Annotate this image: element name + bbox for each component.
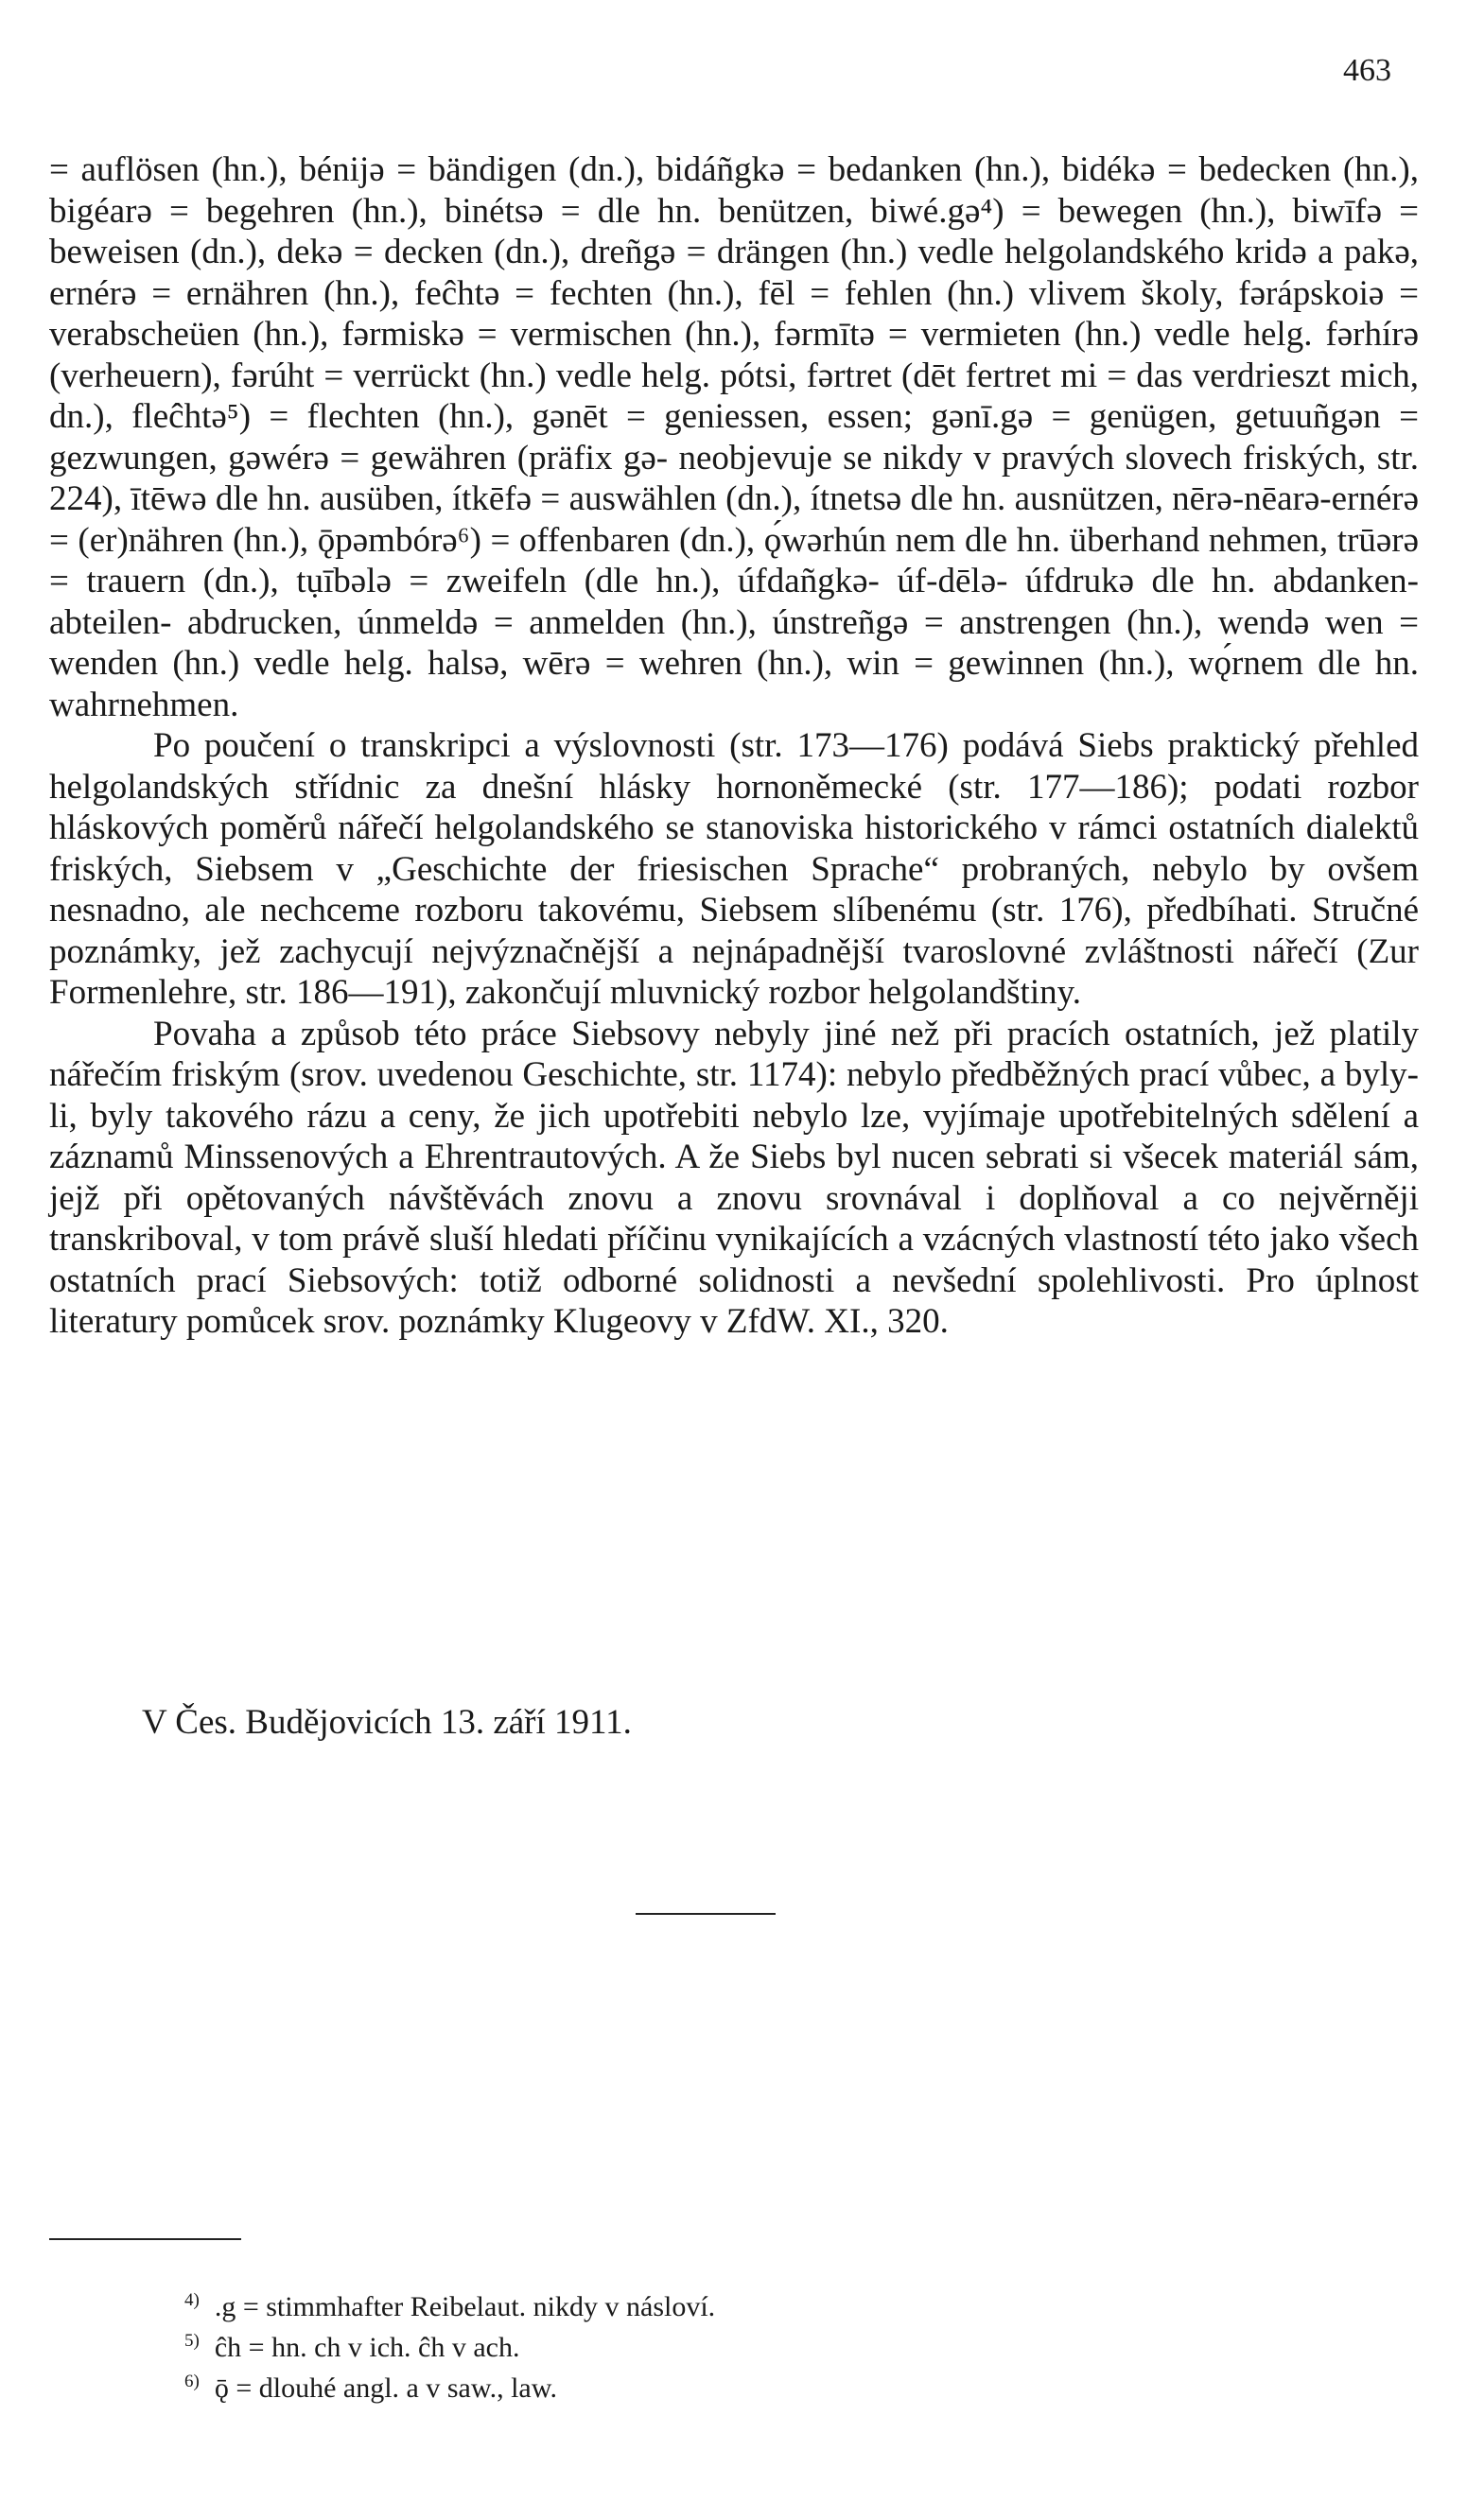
footnote-text: ĉh = hn. ch v ich. ĉh v ach. bbox=[214, 2332, 520, 2363]
footnote-marker: 5) bbox=[184, 2331, 200, 2351]
section-divider bbox=[636, 1913, 776, 1915]
paragraph-word-list: = auflösen (hn.), bénijə = bändigen (dn.), bidáñgkə = bedanken (hn.), bidékə = bedecken (hn.), bigéarə = begehren (hn.), binétsə = dle hn. benützen, biwé.gə⁴) = bewegen (hn.), biwīfə = beweisen (dn.), dekə = decken (dn.), dreñgə = drängen (hn.) vedle helgolandského kridə a pakə, ernérə = ernähren (hn.), feĉhtə = fechten (hn.), fēl = fehlen (hn.) vlivem školy, fərápskoiə = verabscheüen (hn.), fərmiskə = vermischen (hn.), fərmītə = vermieten (hn.) vedle helg. fərhírə (verheuern), fərúht = verrückt (hn.) vedle helg. pótsi, fərtret (dēt fertret mi = das verdrieszt mich, dn.), fleĉhtə⁵) = flechten (hn.), gənēt = geniessen, essen; gənī.gə = genügen, getuuñgən = gezwungen, gəwérə = gewähren (präfix gə- neobjevuje se nikdy v pravých slovech friských, str. 224), ītēwə dle hn. ausüben, ítkēfə = auswählen (dn.), ítnetsə dle hn. ausnützen, nērə-nēarə-ernérə = (er)nähren (hn.), ǭpəmbórə⁶) = offenbaren (dn.), ǫ́wərhún nem dle hn. überhand nehmen, trūərə = trauern (dn.), tụībələ = zweifeln (dle hn.), úfdañgkə- úf-dēlə- úfdrukə dle hn. abdanken- abteilen- abdrucken, únmeldə = anmelden (hn.), únstreñgə = anstrengen (hn.), wendə wen = wenden (hn.) vedle helg. halsə, wērə = wehren (hn.), win = gewinnen (hn.), wǫ́rnem dle hn. wahrnehmen. bbox=[49, 150, 1419, 724]
paragraph-work-assessment: Povaha a způsob této práce Siebsovy nebyly jiné než při pracích ostatních, jež platily nářečím friským (srov. uvedenou Geschichte, str. 1174): nebylo předběžných prací vůbec, a byly-li, byly takového rázu a ceny, že jich upotřebiti nebylo lze, vyjímaje upotřebitelných sdělení a záznamů Minssenových a Ehrentrautových. A že Siebs byl nucen sebrati si všecek materiál sám, jejž při opětovaných návštěvách znovu a znovu srovnával i doplňoval a co nejvěrněji transkriboval, v tom právě sluší hledati příčinu vynikajících a vzácných vlastností této jako všech ostatních prací Siebsových: totiž odborné solidnosti a nevšední spolehlivosti. Pro úplnost literatury pomůcek srov. poznámky Klugeovy v ZfdW. XI., 320. bbox=[49, 1014, 1419, 1341]
page-number: 463 bbox=[1343, 53, 1391, 88]
footnote-separator bbox=[49, 2238, 241, 2240]
body-text bbox=[49, 149, 1419, 1343]
footnote-5 bbox=[184, 2324, 1319, 2365]
dateline: V Čes. Budějovicích 13. září 1911. bbox=[142, 1703, 632, 1742]
footnote-marker: 6) bbox=[184, 2372, 200, 2391]
footnote-6 bbox=[184, 2365, 1319, 2406]
paragraph-transcription-overview: Po poučení o transkripci a výslovnosti (str. 173—176) podává Siebs praktický přehled helgolandských střídnic za dnešní hlásky hornoněmecké (str. 177—186); podati rozbor hláskových poměrů nářečí helgolandského se stanoviska historického v rámci ostatních dialektů friských, Siebsem v „Geschichte der friesischen Sprache“ probraných, nebylo by ovšem nesnadno, ale nechceme rozboru takovému, Siebsem slíbenému (str. 176), předbíhati. Stručné poznámky, jež zachycují nejvýznačnější a nejnápadnější tvaroslovné zvláštnosti nářečí (Zur Formenlehre, str. 186—191), zakončují mluvnický rozbor helgolandštiny. bbox=[49, 726, 1419, 1012]
footnote-marker: 4) bbox=[184, 2290, 200, 2310]
footnote-4 bbox=[184, 2284, 1319, 2324]
footnote-text: ǭ = dlouhé angl. a v saw., law. bbox=[214, 2372, 557, 2404]
footnote-text: .g = stimmhafter Reibelaut. nikdy v násloví. bbox=[214, 2291, 716, 2322]
footnotes bbox=[184, 2284, 1319, 2406]
